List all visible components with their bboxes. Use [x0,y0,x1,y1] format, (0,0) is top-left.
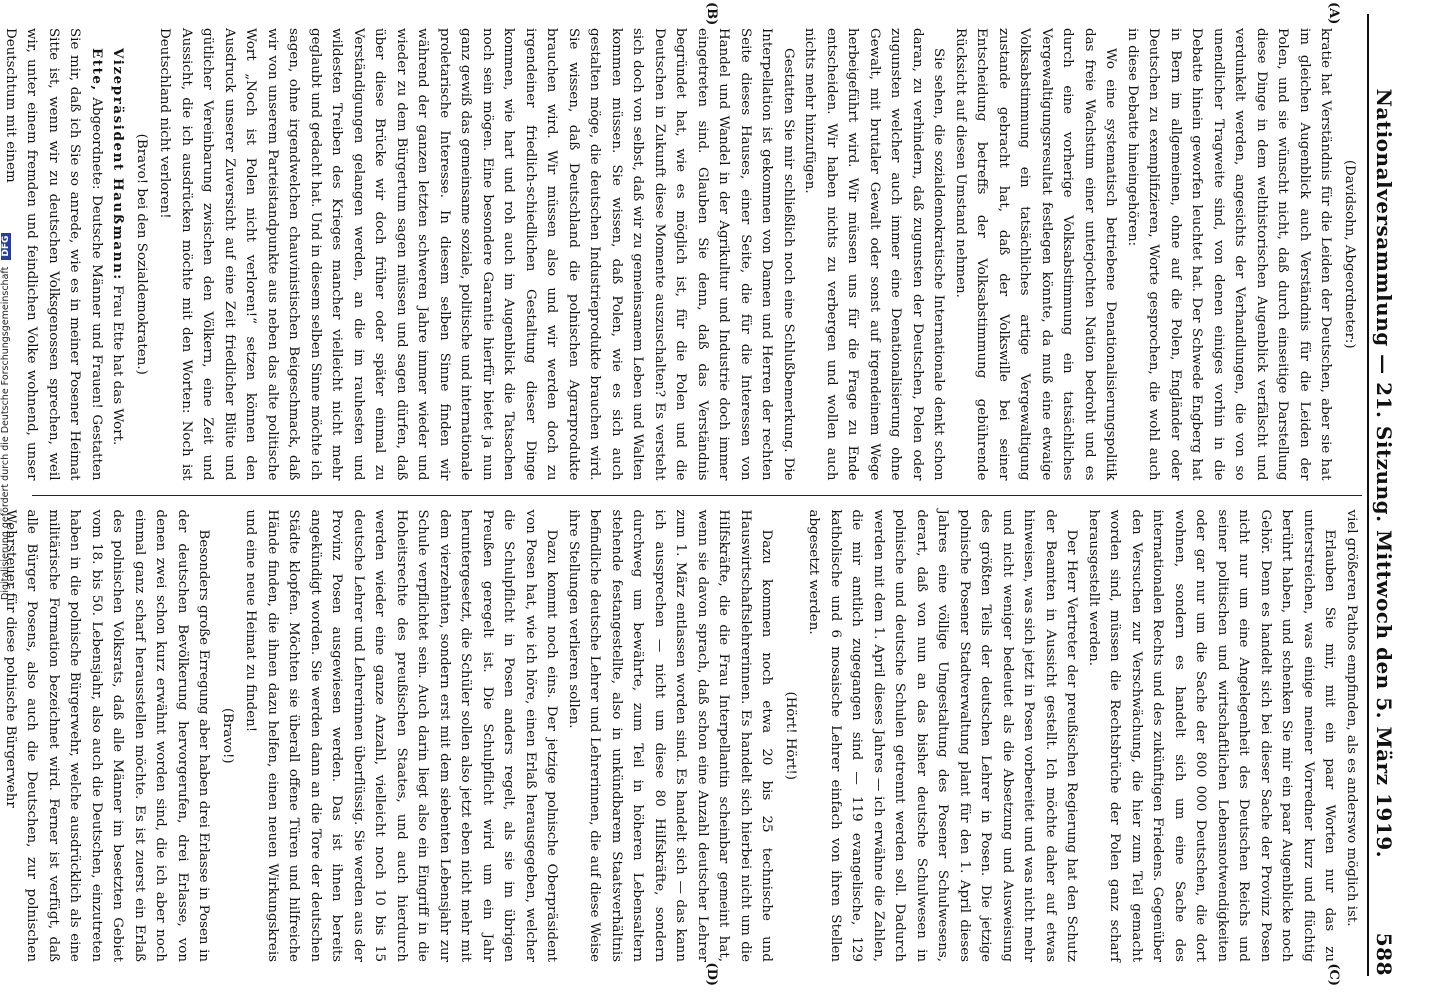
margin-mark-d: (D) [704,962,719,986]
speaker-name: Vizepräsident Haußmann: [110,48,127,281]
margin-mark-b: (B) [704,2,719,26]
speaker-continued: (Davidsohn, Abgeordneter:) [1342,159,1357,349]
right-column [3,495,1362,986]
credit-text: Digitalisierung gefördert durch die Deutsche Forschungsgemeinschaft [0,266,11,600]
dfg-logo: DFG [1,233,11,260]
margin-mark-c: (C) [1326,963,1341,986]
applause-note: (Bravo! bei den Sozialdemokraten.) [134,133,149,375]
speaker-line [0,28,107,481]
interjection: (Bravo!) [220,707,235,764]
paragraph: Dazu kommt noch eins. Der jetzige polnische Oberpräsident von Posen hat, wie ich höre, einen Erlaß herausgegeben, welcher die Schulpflicht in Posen anders regelt, als sie im übrigen Preußen geregelt ist. Die Schulpflicht wird um ein Jahr heruntergesetzt, die Schüler sollen also jetzt eben nicht mehr mit dem vierzehnten, sondern erst mit dem siebenten Lebensjahr zur Schule verpflichtet sein. Auch darin liegt also ein Eingriff in die Hoheitsrechte des preußischen Staates, und auch hierdurch werden wieder eine ganze Anzahl, vielleicht noch 10 bis 15 deutsche Lehrer und Lehrerinnen überflüssig. Sie werden aus der Provinz Posen ausgewiesen werden. Das ist ihnen bereits angekündigt worden. Sie werden dann an die Tore der deutschen Städte klopfen. Möchten sie überall offene Türen und hilfreiche Hände finden, die ihnen dazu helfen, einen neuen Wirkungskreis und eine neue Heimat zu finden! [243,509,560,962]
paragraph: Der Herr Vertreter der preußischen Regierung hat den Schutz der Beamten in Aussicht gestellt. Ich möchte daher auf etwas hinweisen, was sich jetzt in Posen vorbereitet und was nicht mehr und nicht weniger bedeutet als die Absetzung und Ausweisung des größten Teils der deutschen Lehrer in Posen. Die jetzige polnische Posener Stadtverwaltung plant für den 1. April dieses Jahres eine völlige Umgestaltung des Posener Schulwesens, derart, daß von nun an das bisher deutsche Schulwesen in polnische und deutsche Schulen getrennt werden soll. Dadurch werden mit dem 1. April dieses Jahres — ich erwähne die Zahlen, die mir amtlich zugegangen sind — 119 evangelische, 129 katholische und 6 mosaische Lehrer einfach von ihren Stellen abgesetzt werden. [806,509,1080,962]
margin-mark-a: (A) [1326,2,1341,25]
paragraph: Erlauben Sie mir, mit ein paar Worten nur das zu unterstreichen, was einige meiner Vorredner kurz und flüchtig berührt haben, und schenken Sie mir ein paar Augenblicke noch Gehör. Denn es handelt sich bei dieser Sache der Provinz Posen nicht nur um eine Angelegenheit des Deutschen Reichs und seiner politischen und wirtschaftlichen Lebensnotwendigkeiten oder gar nur um die Sache der 800 000 Deutschen, die dort wohnen, sondern es handelt sich um eine Sache des internationalen Rechts und des zukünftigen Friedens. Gegenüber den Versuchen zur Verschwächung, die hier zum Teil gemacht worden sind, müssen die Rechtsbrüche der Polen ganz scharf herausgestellt werden. [1086,509,1338,962]
speaker-text: Abgeordnete: Deutsche Männer und Frauen! Gestatten Sie mir, daß ich Sie so anrede, wie es in meiner Posener Heimat Sitte ist, wenn wir zu deutschen Volksgenossen sprechen, weil wir, unter einem fremden und feindlichen Volke wohnend, unser Deutschtum mit einem [3,28,104,481]
speaker-line [107,28,129,481]
interjection: (Hört! Hört!) [783,691,798,780]
page-title: Nationalversammlung — 21. Sitzung. Mittwoch den 5. März 1919. [1372,88,1396,859]
paragraph: Besonders große Erregung aber haben drei Erlasse in Posen in der deutschen Bevölkerung hervorgerufen, drei Erlasse, von denen zwei schon kurz erwähnt worden sind, die ich aber noch einmal ganz scharf herausstellen möchte. Es ist zuerst ein Erlaß des polnischen Volksrats, daß alle Männer im besetzten Gebiet vom 18. bis 50. Lebensjahr, also auch die Deutschen, einzutreten haben in die polnische Bürgerwehr, welche ausdrücklich als eine militärische Formation bezeichnet wird. Ferner ist verfügt, daß alle Bürger Posens, also auch die Deutschen, zur polnischen Wehrsteuer für diese polnische Bürgerwehr [3,509,212,962]
page-header [1367,14,1402,976]
page-number: 588 [1372,932,1396,976]
quotation: Wo eine systematisch betriebene Denationalisierungspolitik das freie Wachstum einer unterjochten Nation bedroht und es durch eine vorherige Volksabstimmung ein tatsächliches Vergewaltigungsresultat festlegen könnte, da muß eine etwaige Volksabstimmung ein tatsächliches artige Vergewaltigung zustande gebracht hat, daß der Volkswille bei seiner Entscheidung betreffs der Volksabstimmung gebührende Rücksicht auf diesen Umstand nehmen. [953,28,1119,481]
paragraph: Gestatten Sie mir schließlich noch eine Schlußbemerkung. Die Interpellation ist gekommen von Damen und Herren der rechten Seite dieses Hauses, einer Seite, die für die Interessen von Handel und Wandel in der Agrikultur und Industrie doch immer eingetreten sind. Glauben Sie denn, daß das Verständnis begründet hat, wie es möglich ist, für die Polen und die Deutschen in Zukunft diese Momente auszuschalten? Es versteht sich doch von selbst, daß wir zu gemeinsamem Leben und Walten kommen müssen. Sie wissen, daß Polen, wie es sich auch gestalten möge, die deutschen Industrieprodukte brauchen wird. Sie wissen, daß Deutschland die polnischen Agrarprodukte brauchen wird. Wir müssen also und wir werden doch zu irgendeiner friedlich-schiedlichen Gestaltung dieser Dinge kommen, wie hart und roh auch im Augenblick die Tatsachen noch sein mögen. Eine besondere Garantie hierfür bietet ja nun ganz gewiß das gemeinsame soziale, politische und internationale proletarische Interesse. In diesem selben Sinne finden wir während der ganzen letzten schweren Jahre immer wieder und wieder zu dem Bürgertum sagen müssen und sagen dürfen, daß über diese Brücke wir doch früher oder später einmal zu Verständigungen gelangen werden, an die im rauhesten und wildesten Treiben des Krieges mancher vielleicht nicht mehr geglaubt und gedacht hat. Und in diesem selben Sinne möchte ich sagen, ohne irgendwelchen chauvinistischen Beigeschmack, daß wir von unserem Parteistandpunkte aus neben das alte politische Wort „Noch ist Polen nicht verloren!“ setzen können den Ausdruck unserer Zuversicht auf eine Zeit friedlicher Blüte und gütlicher Vereinbarung zwischen den Völkern, eine Zeit und Aussicht, die ich ausdrücken möchte mit den Worten: Noch ist Deutschland nicht verloren! [157,28,796,481]
paragraph: Dazu kommen noch etwa 20 bis 25 technische und Hauswirtschaftslehrerinnen. Es handelt sich hierbei nicht um die Hilfskräfte, die die Frau Interpellantin scheinbar gemeint hat, wenn sie davon sprach, daß schon eine Anzahl deutscher Lehrer zum 1. März entlassen worden sind. Es handelt sich — das kann ich aussprechen — nicht um diese 80 Hilfskräfte, sondern durchweg um bewährte, zum Teil in höheren Lebensaltern stehende festangestellte, also in unkündbarem Staatsverhältnis befindliche deutsche Lehrer und Lehrerinnen, die auf diese Weise ihre Stellungen verlieren sollen. [566,509,775,962]
speaker-text: Frau Ette hat das Wort. [110,285,126,446]
paragraph: Sie sehen, die sozialdemokratische Internationale denkt schon daran, zu verhindern, daß zugunsten der Deutschen, Polen oder zugunsten welcher auch immer eine Denationalisierung ohne Gewalt, mit brutaler Gewalt oder sonst auf irgendeinem Wege herbeigeführt wird. Wir müssen uns für die Frage zu Ende entscheiden. Wir haben nichts zu verbergen und wollen auch nichts mehr hinzufügen. [802,28,947,481]
digitization-credit [0,200,16,600]
paragraph: viel größeren Pathos empfinden, als es anderswo möglich ist. [1344,509,1359,927]
paragraph: kratie hat Verständnis für die Leiden der Deutschen, aber sie hat im gleichen Augenblick auch Verständnis für die Leiden der Polen, und sie wünscht nicht, daß durch einseitige Darstellung diese Dinge in dem welthistorischen Augenblick verfälscht und verdunkelt werden, angesichts der Verhandlungen, die von so unendlicher Tragweite sind, von denen einiges vorhin in die Debatte hinein geworfen leuchtet hat. Der Schwede Engberg hat in Bern im allgemeinen, ohne auf die Polen, Engländer oder Deutschen zu exemplifizieren, Worte gesprochen, die wohl auch in diese Debatte hineingehören: [1125,28,1334,481]
speaker-name: Ette, [89,48,105,92]
